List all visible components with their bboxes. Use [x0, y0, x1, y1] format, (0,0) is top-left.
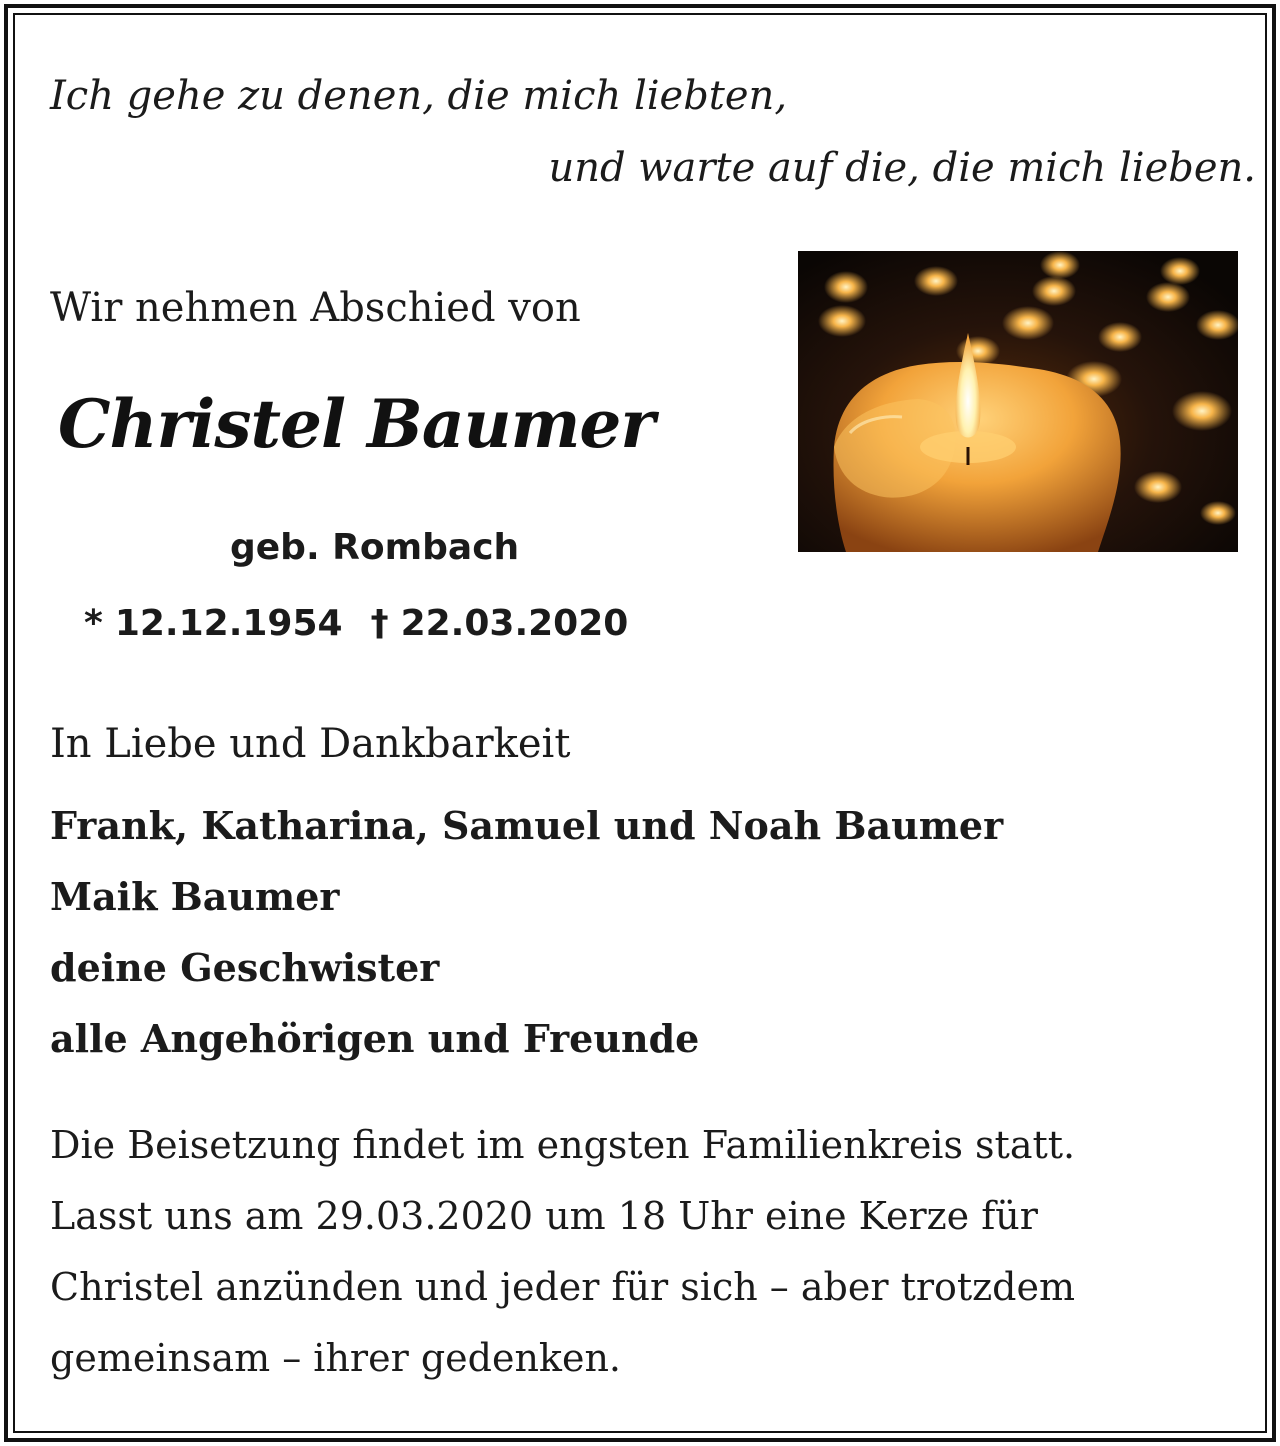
motto-line-1: Ich gehe zu denen, die mich liebten,: [50, 73, 788, 119]
birth-date: 12.12.1954: [114, 603, 343, 644]
deceased-name: Christel Baumer: [58, 385, 655, 463]
life-dates: [84, 600, 628, 648]
thanks-line: In Liebe und Dankbarkeit: [50, 721, 571, 767]
mourner-line: deine Geschwister: [50, 945, 440, 990]
candle-photo: [798, 251, 1238, 552]
mourners-list: [50, 790, 1003, 1074]
notice-line: Lasst uns am 29.03.2020 um 18 Uhr eine Kerze für: [50, 1194, 1038, 1238]
funeral-notice: [50, 1110, 1250, 1394]
notice-line: Christel anzünden und jeder für sich – aber trotzdem: [50, 1265, 1076, 1309]
farewell-intro: Wir nehmen Abschied von: [50, 285, 581, 331]
candle-icon: [798, 251, 1238, 552]
motto-line-2: und warte auf die, die mich lieben.: [548, 145, 1256, 191]
notice-line: Die Beisetzung findet im engsten Familienkreis statt.: [50, 1123, 1076, 1167]
death-date: 22.03.2020: [400, 603, 629, 644]
mourner-line: Frank, Katharina, Samuel und Noah Baumer: [50, 803, 1004, 848]
mourner-line: Maik Baumer: [50, 874, 340, 919]
death-cross-icon: †: [370, 603, 389, 644]
maiden-name: geb. Rombach: [230, 527, 520, 568]
mourner-line: alle Angehörigen und Freunde: [50, 1016, 700, 1061]
notice-line: gemeinsam – ihrer gedenken.: [50, 1336, 622, 1380]
birth-star-icon: *: [84, 603, 103, 644]
